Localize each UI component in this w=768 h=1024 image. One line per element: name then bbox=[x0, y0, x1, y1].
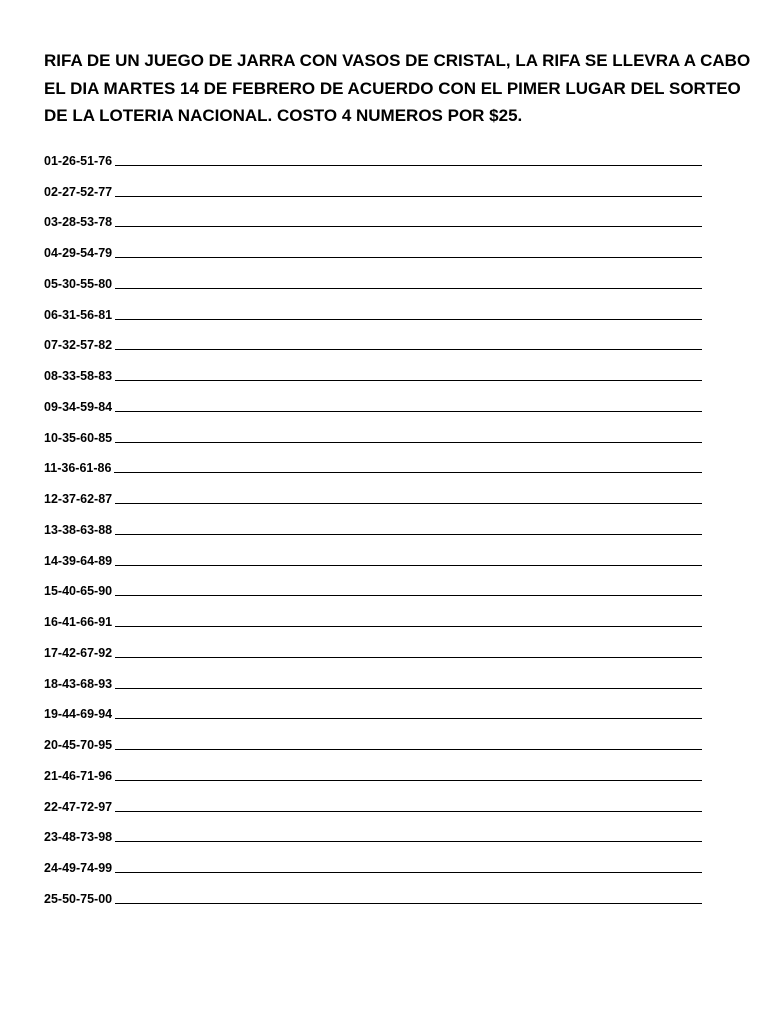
name-blank-line bbox=[115, 657, 702, 658]
raffle-numbers: 02-27-52-77 bbox=[44, 184, 113, 199]
raffle-numbers: 03-28-53-78 bbox=[44, 215, 113, 230]
raffle-entry-row bbox=[44, 754, 702, 785]
name-blank-line bbox=[115, 749, 702, 750]
raffle-numbers: 24-49-74-99 bbox=[44, 861, 113, 875]
raffle-entry-row bbox=[44, 170, 702, 201]
raffle-entry-row bbox=[44, 324, 702, 355]
raffle-entry-row bbox=[44, 293, 702, 324]
raffle-entry-row bbox=[44, 354, 702, 385]
name-blank-line bbox=[115, 595, 702, 596]
name-blank-line bbox=[115, 226, 702, 227]
name-blank-line bbox=[115, 872, 702, 873]
name-blank-line bbox=[115, 780, 702, 781]
raffle-numbers: 20-45-70-95 bbox=[44, 738, 113, 752]
name-blank-line bbox=[115, 841, 702, 842]
name-blank-line bbox=[115, 811, 702, 812]
raffle-entry-row bbox=[44, 416, 702, 447]
heading-line-1: RIFA DE UN JUEGO DE JARRA CON VASOS DE CRISTAL, LA RIFA SE LLEVRA A CABO bbox=[44, 51, 751, 70]
raffle-entry-row bbox=[44, 262, 702, 293]
raffle-entry-row bbox=[44, 846, 702, 877]
raffle-numbers: 13-38-63-88 bbox=[44, 522, 113, 537]
raffle-heading bbox=[44, 47, 751, 130]
raffle-entry-row bbox=[44, 723, 702, 754]
raffle-numbers: 09-34-59-84 bbox=[44, 399, 113, 414]
name-blank-line bbox=[115, 626, 702, 627]
name-blank-line bbox=[115, 503, 702, 504]
raffle-entry-row bbox=[44, 816, 702, 847]
name-blank-line bbox=[115, 903, 702, 904]
raffle-numbers: 25-50-75-00 bbox=[44, 891, 113, 906]
heading-line-2: EL DIA MARTES 14 DE FEBRERO DE ACUERDO CON EL PIMER LUGAR DEL SORTEO bbox=[44, 78, 741, 98]
raffle-entry-row bbox=[44, 477, 702, 508]
raffle-entry-row bbox=[44, 600, 702, 631]
name-blank-line bbox=[115, 349, 702, 350]
raffle-entry-row bbox=[44, 385, 702, 416]
name-blank-line bbox=[115, 196, 702, 197]
name-blank-line bbox=[115, 534, 702, 535]
raffle-entry-row bbox=[44, 539, 702, 570]
raffle-numbers: 06-31-56-81 bbox=[44, 307, 113, 322]
raffle-numbers: 04-29-54-79 bbox=[44, 246, 113, 260]
name-blank-line bbox=[115, 411, 702, 412]
raffle-entry-row bbox=[44, 508, 702, 539]
name-blank-line bbox=[114, 472, 702, 473]
name-blank-line bbox=[115, 257, 702, 258]
heading-line-3: DE LA LOTERIA NACIONAL. COSTO 4 NUMEROS POR $25. bbox=[44, 106, 523, 125]
raffle-entry-row bbox=[44, 877, 702, 908]
raffle-numbers: 01-26-51-76 bbox=[44, 153, 113, 168]
raffle-entry-row bbox=[44, 785, 702, 816]
raffle-numbers: 08-33-58-83 bbox=[44, 369, 113, 383]
name-blank-line bbox=[115, 565, 702, 566]
raffle-numbers: 12-37-62-87 bbox=[44, 492, 113, 506]
raffle-entry-row bbox=[44, 693, 702, 724]
name-blank-line bbox=[115, 380, 702, 381]
raffle-numbers: 10-35-60-85 bbox=[44, 430, 113, 445]
raffle-entry-row bbox=[44, 139, 702, 170]
raffle-numbers: 21-46-71-96 bbox=[44, 768, 113, 783]
raffle-numbers: 05-30-55-80 bbox=[44, 276, 113, 291]
raffle-entry-row bbox=[44, 447, 702, 478]
raffle-numbers: 22-47-72-97 bbox=[44, 799, 113, 814]
raffle-entry-row bbox=[44, 662, 702, 693]
raffle-numbers: 18-43-68-93 bbox=[44, 676, 113, 691]
name-blank-line bbox=[115, 319, 702, 320]
raffle-numbers: 17-42-67-92 bbox=[44, 645, 113, 660]
raffle-numbers: 19-44-69-94 bbox=[44, 707, 113, 722]
name-blank-line bbox=[115, 688, 702, 689]
raffle-numbers: 16-41-66-91 bbox=[44, 615, 113, 629]
raffle-entry-row bbox=[44, 231, 702, 262]
raffle-entry-row bbox=[44, 201, 702, 232]
raffle-entry-row bbox=[44, 570, 702, 601]
name-blank-line bbox=[115, 442, 702, 443]
name-blank-line bbox=[115, 718, 702, 719]
raffle-numbers: 07-32-57-82 bbox=[44, 338, 113, 353]
name-blank-line bbox=[115, 288, 702, 289]
raffle-numbers: 23-48-73-98 bbox=[44, 830, 113, 845]
raffle-numbers: 15-40-65-90 bbox=[44, 584, 113, 599]
raffle-number-list bbox=[44, 139, 702, 908]
raffle-entry-row bbox=[44, 631, 702, 662]
raffle-numbers: 11-36-61-86 bbox=[44, 461, 112, 476]
name-blank-line bbox=[115, 165, 702, 166]
raffle-numbers: 14-39-64-89 bbox=[44, 553, 113, 568]
